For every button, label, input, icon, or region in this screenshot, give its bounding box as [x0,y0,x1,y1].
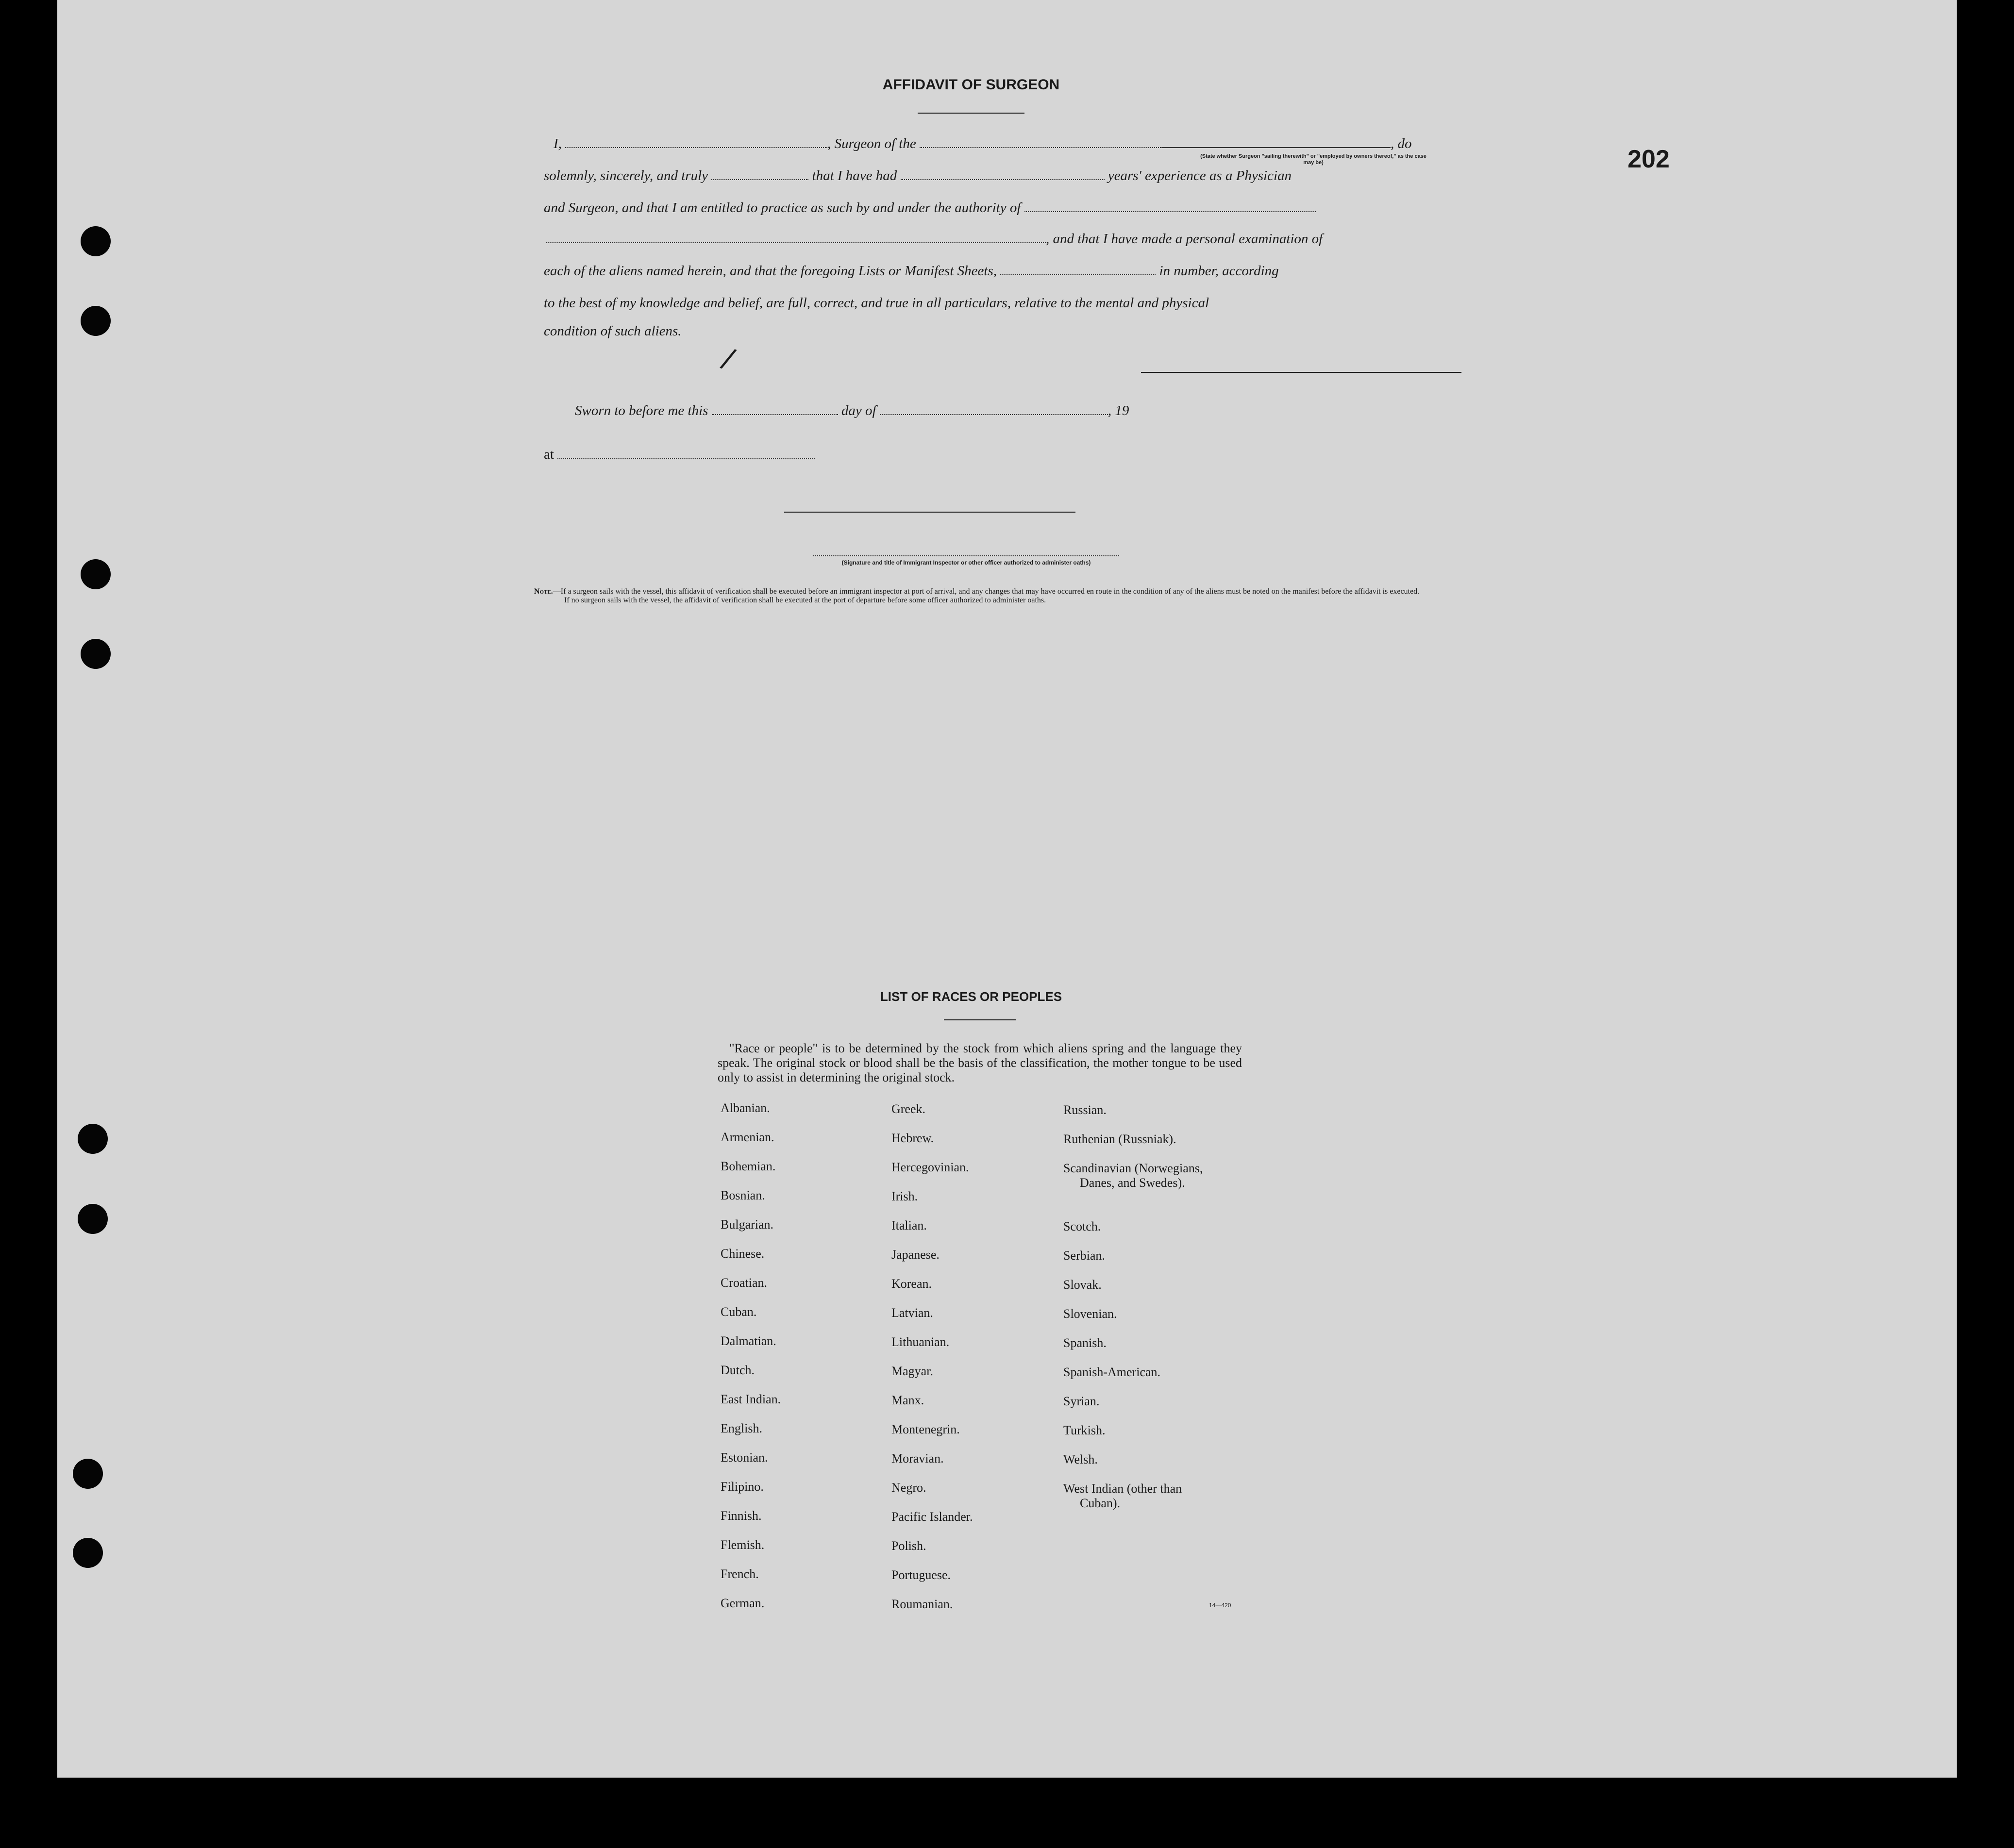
text: I, [554,136,562,151]
list-item: Portuguese. [891,1568,951,1582]
list-item: Hercegovinian. [891,1160,969,1174]
text: , and that I have made a personal examination of [1046,231,1323,247]
list-item: Cuban. [721,1305,757,1319]
list-item: French. [721,1567,759,1581]
sheets-count-blank [1000,274,1156,275]
list-item: Manx. [891,1393,924,1407]
text: , 19 [1108,403,1129,418]
text: to the best of my knowledge and belief, are full, correct, and true in all particulars, relative to the mental and physical [544,295,1209,311]
list-item: Magyar. [891,1364,933,1378]
list-item: Negro. [891,1481,926,1495]
list-item: Croatian. [721,1276,768,1290]
list-item: Dalmatian. [721,1334,776,1348]
list-item: Welsh. [1063,1452,1098,1466]
pencil-mark: / [717,340,739,379]
text: at [544,447,554,462]
text: solemnly, sincerely, and truly [544,168,708,183]
list-item: Spanish. [1063,1336,1107,1350]
affidavit-line-2 [544,168,1292,184]
text: years' experience as a Physician [1108,168,1292,183]
list-item: Syrian. [1063,1394,1100,1408]
sworn-line [575,403,1129,419]
affidavit-line-3 [544,200,1316,216]
list-item: Turkish. [1063,1423,1106,1437]
list-item: Filipino. [721,1480,764,1494]
races-title: LIST OF RACES OR PEOPLES [880,989,1062,1004]
punch-hole [73,1459,103,1489]
form-number: 14—420 [1209,1602,1231,1609]
list-item: English. [721,1421,762,1435]
sworn-day-blank [712,414,838,415]
list-item: Spanish-American. [1063,1365,1161,1379]
sworn-month-blank [880,414,1108,415]
owners-note: (State whether Surgeon "sailing therewith" or "employed by owners thereof," as the case may be) [1200,153,1427,166]
list-item: Hebrew. [891,1131,934,1145]
list-item: Polish. [891,1539,926,1553]
inspector-dotted-line [813,555,1119,556]
list-item: East Indian. [721,1392,781,1406]
list-item: West Indian (other than [1063,1482,1182,1496]
signature-caption: (Signature and title of Immigrant Inspector or other officer authorized to administer oaths) [841,559,1091,566]
note-label: Note. [534,587,553,596]
list-item: Cuban). [1080,1496,1121,1510]
list-item: Italian. [891,1218,927,1232]
list-item: Japanese. [891,1248,940,1262]
punch-hole [81,226,111,256]
sworn-blank [711,179,808,180]
list-item: Moravian. [891,1451,944,1465]
surgeon-name-blank [565,147,827,148]
races-intro [718,1041,1242,1085]
punch-hole [81,639,111,669]
list-item: Russian. [1063,1103,1107,1117]
affidavit-line-1 [554,136,1412,152]
years-blank [901,179,1105,180]
bleed-through-header [198,83,217,150]
affidavit-title: AFFIDAVIT OF SURGEON [882,77,1060,93]
list-item: Scandinavian (Norwegians, [1063,1161,1203,1175]
surgeon-signature-line [1141,372,1461,373]
text: and Surgeon, and that I am entitled to practice as such by and under the authority of [544,200,1021,216]
punch-hole [81,306,111,336]
list-item: Korean. [891,1277,932,1291]
list-item: Dutch. [721,1363,755,1377]
affidavit-line-5 [544,263,1279,279]
affidavit-line-4 [546,231,1323,247]
at-line [544,447,815,463]
inspector-signature-line [784,512,1075,513]
list-item: Slovak. [1063,1278,1102,1292]
punch-hole [78,1204,108,1234]
intro-text: "Race or people" is to be determined by the stock from which aliens spring and the language they speak. The original stock or blood shall be the basis of the classification, the mother tongue to be used only to assist in determining the original stock. [718,1041,1242,1084]
text: , Surgeon of the [827,136,916,151]
list-item: Serbian. [1063,1249,1105,1263]
list-item: Estonian. [721,1450,768,1465]
list-item: Greek. [891,1102,926,1116]
affidavit-note [534,587,1457,605]
affidavit-line-6 [544,295,1209,311]
list-item: Bulgarian. [721,1217,774,1232]
punch-hole [81,559,111,589]
note-text: —If a surgeon sails with the vessel, this affidavit of verification shall be executed before an immigrant inspector at port of arrival, and any changes that may have occurred en route in the condition of any of the aliens must be noted on the manifest before the affidavit is executed. [553,587,1420,596]
list-item: Bohemian. [721,1159,776,1173]
list-item: Danes, and Swedes). [1080,1176,1185,1190]
list-item: Lithuanian. [891,1335,950,1349]
note-text-2: If no surgeon sails with the vessel, the affidavit of verification shall be executed at the port of departure before some officer authorized to administer oaths. [564,596,1046,604]
text: Sworn to before me this [575,403,708,418]
list-item: Irish. [891,1189,918,1203]
list-item: Armenian. [721,1130,774,1144]
punch-hole [78,1124,108,1154]
list-item: Slovenian. [1063,1307,1117,1321]
page-number: 202 [1628,145,1670,173]
list-item: Scotch. [1063,1219,1101,1233]
list-item: Flemish. [721,1538,765,1552]
text: each of the aliens named herein, and that the foregoing Lists or Manifest Sheets, [544,263,997,279]
list-item: Ruthenian (Russniak). [1063,1132,1176,1146]
title-underline [918,113,1024,114]
authority-blank [1024,211,1316,212]
text: condition of such aliens. [544,323,682,339]
text: , do [1391,136,1412,151]
text: day of [841,403,876,418]
list-item: Finnish. [721,1509,762,1523]
text: in number, according [1159,263,1279,279]
races-title-underline [944,1019,1016,1020]
list-item: Montenegrin. [891,1422,960,1436]
authority-blank-2 [546,242,1046,243]
list-item: German. [721,1596,765,1610]
vessel-blank [920,147,1162,148]
list-item: Chinese. [721,1247,765,1261]
text: that I have had [812,168,897,183]
list-item: Latvian. [891,1306,933,1320]
punch-hole [73,1538,103,1568]
place-blank [557,457,815,459]
list-item: Pacific Islander. [891,1510,973,1524]
affidavit-line-7 [544,323,682,339]
list-item: Albanian. [721,1101,770,1115]
list-item: Bosnian. [721,1188,765,1202]
list-item: Roumanian. [891,1597,953,1611]
